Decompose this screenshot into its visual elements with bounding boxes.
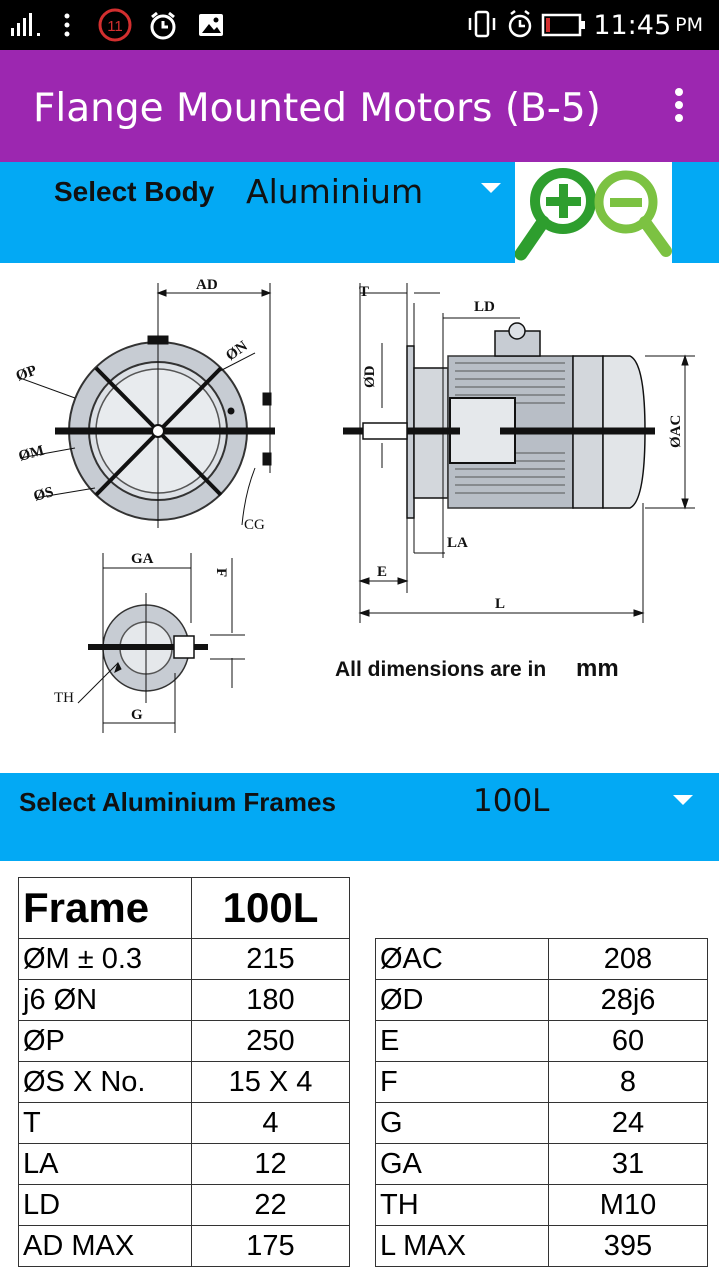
alarm-icon	[152, 13, 174, 38]
table-cell-key: ØD	[376, 980, 549, 1021]
dim-label-op: ØP	[13, 362, 39, 385]
table-cell-key: F	[376, 1062, 549, 1103]
table-cell-key: ØM ± 0.3	[19, 939, 192, 980]
frames-select-bar	[0, 773, 719, 861]
vibrate-icon	[470, 12, 494, 36]
dim-label-e: E	[377, 564, 388, 580]
dim-label-l: L	[495, 596, 506, 612]
table-cell-value: 24	[549, 1103, 708, 1144]
table-cell-value: 175	[192, 1226, 350, 1267]
body-select-bar	[0, 162, 719, 263]
table-cell-key: G	[376, 1103, 549, 1144]
table-row	[376, 1185, 708, 1226]
table-cell-value: 60	[549, 1021, 708, 1062]
overflow-menu-icon[interactable]	[669, 88, 689, 128]
frames-select-label: Select Aluminium Frames	[19, 787, 336, 817]
table-cell-value: 8	[549, 1062, 708, 1103]
table-cell-key: T	[19, 1103, 192, 1144]
dim-label-th: TH	[54, 690, 74, 706]
dim-label-g: G	[131, 707, 143, 723]
signal-icon	[11, 13, 40, 36]
table-cell-key: AD MAX	[19, 1226, 192, 1267]
table-row	[19, 1226, 350, 1267]
image-icon	[199, 14, 223, 36]
table-header-cell: Frame	[19, 878, 192, 939]
dim-label-om: ØM	[16, 442, 46, 465]
table-cell-value: 12	[192, 1144, 350, 1185]
table-cell-key: ØS X No.	[19, 1062, 192, 1103]
table-cell-value: M10	[549, 1185, 708, 1226]
notification-badge-icon	[100, 10, 130, 40]
diagram-drawing	[0, 263, 719, 773]
table-cell-key: ØP	[19, 1021, 192, 1062]
zoom-out-icon[interactable]	[599, 175, 666, 251]
table-row	[19, 1062, 350, 1103]
zoom-controls	[515, 162, 672, 263]
dim-label-ld: LD	[474, 299, 495, 315]
dim-label-la: LA	[447, 535, 468, 551]
dim-label-oac: ØAC	[668, 414, 684, 448]
table-cell-key: L MAX	[376, 1226, 549, 1267]
more-icon	[65, 14, 70, 37]
chevron-down-icon[interactable]	[673, 795, 693, 805]
side-view	[343, 283, 695, 623]
table-cell-value: 215	[192, 939, 350, 980]
shaft-view	[78, 553, 245, 733]
table-cell-key: j6 ØN	[19, 980, 192, 1021]
clock-ampm: PM	[675, 14, 703, 36]
table-cell-value: 4	[192, 1103, 350, 1144]
dim-label-t: T	[359, 284, 370, 300]
table-cell-value: 28j6	[549, 980, 708, 1021]
clock	[593, 0, 703, 50]
units-note: All dimensions are in	[335, 658, 547, 681]
page-title: Flange Mounted Motors (B-5)	[33, 86, 601, 131]
table-row	[19, 939, 350, 980]
table-header-row	[19, 878, 350, 939]
motor-dimension-diagram	[0, 263, 719, 773]
chevron-down-icon[interactable]	[481, 183, 501, 193]
table-row	[19, 1021, 350, 1062]
table-cell-value: 22	[192, 1185, 350, 1226]
table-cell-value: 15 X 4	[192, 1062, 350, 1103]
table-row	[376, 1226, 708, 1267]
clock-time: 11:45	[593, 9, 672, 41]
table-row	[19, 980, 350, 1021]
status-icons-right	[465, 0, 595, 50]
table-row	[376, 980, 708, 1021]
status-bar	[0, 0, 719, 50]
frames-select-dropdown[interactable]: 100L	[473, 783, 550, 819]
table-cell-value: 180	[192, 980, 350, 1021]
table-row	[376, 939, 708, 980]
table-cell-value: 31	[549, 1144, 708, 1185]
table-row	[19, 1185, 350, 1226]
zoom-in-icon[interactable]	[521, 173, 591, 254]
dim-label-ga: GA	[131, 551, 154, 567]
units-note-mm: mm	[576, 655, 619, 682]
table-row	[376, 1144, 708, 1185]
table-row	[376, 1062, 708, 1103]
dim-label-ad: AD	[196, 277, 218, 293]
table-cell-value: 250	[192, 1021, 350, 1062]
table-cell-key: E	[376, 1021, 549, 1062]
status-icons-left	[0, 0, 260, 50]
front-view	[20, 283, 275, 528]
body-select-label: Select Body	[54, 176, 215, 207]
svg-text:11: 11	[107, 18, 123, 35]
battery-icon	[543, 15, 585, 35]
dim-label-f: F	[213, 568, 229, 578]
table-row	[376, 1021, 708, 1062]
table-row	[19, 1144, 350, 1185]
dimension-table-left	[18, 877, 350, 1267]
table-row	[376, 1103, 708, 1144]
table-row	[19, 1103, 350, 1144]
dim-label-cg: CG	[244, 517, 265, 533]
table-cell-key: LA	[19, 1144, 192, 1185]
table-cell-key: TH	[376, 1185, 549, 1226]
body-select-dropdown[interactable]: Aluminium	[246, 172, 424, 211]
dim-label-on: ØN	[223, 338, 251, 365]
table-header-cell: 100L	[192, 878, 350, 939]
table-cell-key: ØAC	[376, 939, 549, 980]
table-cell-value: 395	[549, 1226, 708, 1267]
dimension-table-right	[375, 938, 708, 1267]
dim-label-os: ØS	[31, 484, 56, 505]
alarm-small-icon	[510, 11, 530, 36]
table-cell-key: LD	[19, 1185, 192, 1226]
table-cell-value: 208	[549, 939, 708, 980]
app-bar	[0, 50, 719, 162]
table-cell-key: GA	[376, 1144, 549, 1185]
dim-label-od: ØD	[362, 365, 378, 388]
